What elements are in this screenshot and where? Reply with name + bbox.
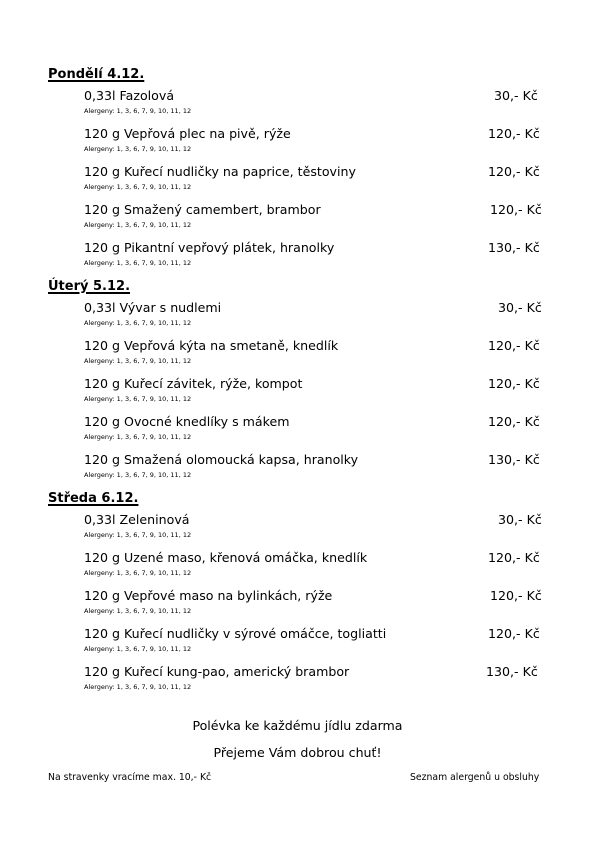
menu-item-price: 120,- Kč: [488, 164, 540, 179]
menu-item-name: 0,33l Zeleninová: [84, 512, 190, 527]
menu-item-price: 130,- Kč: [488, 452, 540, 467]
menu-item-name: 120 g Kuřecí nudličky v sýrové omáčce, togliatti: [84, 626, 387, 641]
menu-item-price: 120,- Kč: [490, 588, 542, 603]
menu-item-price: 30,- Kč: [494, 88, 538, 103]
menu-item-price: 120,- Kč: [488, 376, 540, 391]
menu-item-name: 0,33l Vývar s nudlemi: [84, 300, 222, 315]
menu-item-price: 120,- Kč: [488, 414, 540, 429]
menu-item-allergens: Alergeny: 1, 3, 6, 7, 9, 10, 11, 12: [84, 395, 192, 403]
menu-item-name: 120 g Ovocné knedlíky s mákem: [84, 414, 290, 429]
menu-item-allergens: Alergeny: 1, 3, 6, 7, 9, 10, 11, 12: [84, 145, 192, 153]
menu-item-allergens: Alergeny: 1, 3, 6, 7, 9, 10, 11, 12: [84, 319, 192, 327]
menu-item-name: 120 g Kuřecí nudličky na paprice, těstoviny: [84, 164, 356, 179]
menu-item-allergens: Alergeny: 1, 3, 6, 7, 9, 10, 11, 12: [84, 683, 192, 691]
menu-item-name: 120 g Uzené maso, křenová omáčka, knedlík: [84, 550, 368, 565]
menu-item-price: 130,- Kč: [488, 240, 540, 255]
menu-item-allergens: Alergeny: 1, 3, 6, 7, 9, 10, 11, 12: [84, 607, 192, 615]
footer-allergen-list-note: Seznam alergenů u obsluhy: [410, 772, 540, 783]
menu-item-name: 120 g Smažený camembert, brambor: [84, 202, 321, 217]
menu-item-name: 120 g Vepřová plec na pivě, rýže: [84, 126, 291, 141]
day-heading-wednesday: Středa 6.12.: [48, 491, 139, 506]
menu-item-name: 120 g Kuřecí závitek, rýže, kompot: [84, 376, 303, 391]
footer-meal-voucher-note: Na stravenky vracíme max. 10,- Kč: [48, 772, 212, 783]
menu-item-allergens: Alergeny: 1, 3, 6, 7, 9, 10, 11, 12: [84, 471, 192, 479]
menu-item-price: 30,- Kč: [498, 300, 542, 315]
menu-item-allergens: Alergeny: 1, 3, 6, 7, 9, 10, 11, 12: [84, 531, 192, 539]
free-soup-note: Polévka ke každému jídlu zdarma: [192, 718, 403, 733]
menu-item-allergens: Alergeny: 1, 3, 6, 7, 9, 10, 11, 12: [84, 645, 192, 653]
menu-item-allergens: Alergeny: 1, 3, 6, 7, 9, 10, 11, 12: [84, 259, 192, 267]
menu-item-name: 120 g Smažená olomoucká kapsa, hranolky: [84, 452, 359, 467]
menu-item-price: 120,- Kč: [488, 338, 540, 353]
menu-item-allergens: Alergeny: 1, 3, 6, 7, 9, 10, 11, 12: [84, 183, 192, 191]
menu-item-name: 120 g Pikantní vepřový plátek, hranolky: [84, 240, 335, 255]
day-heading-tuesday: Úterý 5.12.: [48, 279, 131, 294]
menu-item-price: 130,- Kč: [486, 664, 538, 679]
menu-item-name: 120 g Vepřová kýta na smetaně, knedlík: [84, 338, 339, 353]
menu-item-allergens: Alergeny: 1, 3, 6, 7, 9, 10, 11, 12: [84, 221, 192, 229]
menu-item-allergens: Alergeny: 1, 3, 6, 7, 9, 10, 11, 12: [84, 357, 192, 365]
menu-item-name: 120 g Vepřové maso na bylinkách, rýže: [84, 588, 333, 603]
wish-note: Přejeme Vám dobrou chuť!: [213, 745, 382, 760]
menu-item-price: 120,- Kč: [488, 550, 540, 565]
menu-item-allergens: Alergeny: 1, 3, 6, 7, 9, 10, 11, 12: [84, 433, 192, 441]
menu-item-price: 120,- Kč: [488, 126, 540, 141]
menu-item-name: 120 g Kuřecí kung-pao, americký brambor: [84, 664, 350, 679]
menu-item-name: 0,33l Fazolová: [84, 88, 175, 103]
menu-item-allergens: Alergeny: 1, 3, 6, 7, 9, 10, 11, 12: [84, 107, 192, 115]
menu-item-allergens: Alergeny: 1, 3, 6, 7, 9, 10, 11, 12: [84, 569, 192, 577]
menu-item-price: 30,- Kč: [498, 512, 542, 527]
menu-item-price: 120,- Kč: [488, 626, 540, 641]
day-heading-monday: Pondělí 4.12.: [48, 67, 145, 82]
menu-item-price: 120,- Kč: [490, 202, 542, 217]
